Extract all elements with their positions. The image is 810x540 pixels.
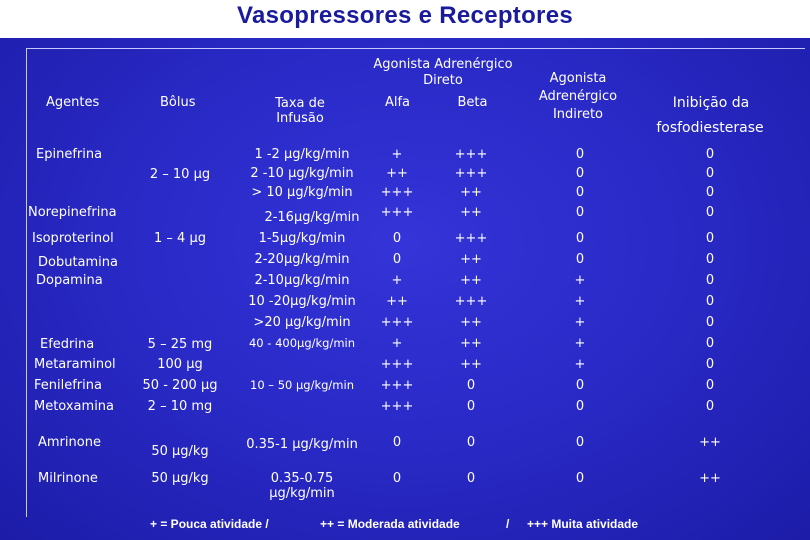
indireto-value: 0 [575,252,585,267]
header-direto-line2: Direto [423,73,463,88]
indireto-value: 0 [575,185,585,200]
indireto-value: + [574,294,586,309]
header-inibicao-line2: fosfodiesterase [656,120,764,136]
infusion-row-10: 40 - 400µg/kg/min [248,336,356,350]
inibicao-value: 0 [705,336,715,351]
alfa-value: + [391,336,403,351]
header-taxa-line1: Taxa de [275,96,325,111]
alfa-value: ++ [386,166,408,181]
bolus-isoproterinol: 1 – 4 µg [154,231,206,246]
agent-amrinone: Amrinone [38,435,101,450]
header-inibicao-line1: Inibição da [672,95,750,111]
header-indireto-line2: Adrenérgico [538,89,618,104]
indireto-value: 0 [575,471,585,486]
bolus-efedrina: 5 – 25 mg [147,337,213,352]
inibicao-value: 0 [705,378,715,393]
header-bolus: Bôlus [160,95,196,110]
bolus-metoxamina: 2 – 10 mg [147,399,213,414]
bolus-milrinone: 50 µg/kg [151,471,209,486]
agent-dobutamina: Dobutamina [38,255,118,270]
page-title: Vasopressores e Receptores [237,2,573,29]
alfa-value: 0 [392,435,402,450]
alfa-value: + [391,273,403,288]
agent-metoxamina: Metoxamina [34,399,115,414]
bolus-metaraminol: 100 µg [157,357,203,372]
indireto-value: 0 [575,166,585,181]
agent-milrinone: Milrinone [38,471,98,486]
alfa-value: +++ [380,378,414,393]
header-direto-line1: Agonista Adrenérgico [373,57,513,72]
legend-moderada: ++ = Moderada atividade [320,517,460,531]
beta-value: ++ [460,336,482,351]
infusion-row-9: >20 µg/kg/min [253,315,351,330]
legend-muita: +++ Muita atividade [527,517,639,531]
alfa-value: +++ [380,185,414,200]
agent-metaraminol: Metaraminol [34,357,116,372]
header-alfa: Alfa [384,95,411,110]
agent-epinefrina: Epinefrina [36,147,103,162]
indireto-value: 0 [575,435,585,450]
alfa-value: 0 [392,231,402,246]
inibicao-value: 0 [705,357,715,372]
agent-efedrina: Efedrina [40,337,95,352]
inibicao-value: 0 [705,185,715,200]
beta-value: +++ [454,294,488,309]
beta-value: ++ [460,252,482,267]
legend-separator: / [506,517,510,531]
infusion-row-7: 2-10µg/kg/min [254,273,350,288]
inibicao-value: 0 [705,273,715,288]
agent-norepinefrina: Norepinefrina [28,205,117,220]
header-indireto-line1: Agonista [549,71,607,86]
alfa-value: +++ [380,315,414,330]
beta-value: ++ [460,315,482,330]
infusion-row-4: 2-16µg/kg/min [264,210,360,225]
inibicao-value: 0 [705,147,715,162]
beta-value: +++ [454,231,488,246]
indireto-value: 0 [575,147,585,162]
beta-value: 0 [466,471,476,486]
inibicao-value: 0 [705,166,715,181]
beta-value: 0 [466,399,476,414]
indireto-value: 0 [575,205,585,220]
header-taxa-line2: Infusão [276,111,324,126]
indireto-value: 0 [575,399,585,414]
header-agentes: Agentes [46,95,100,110]
bolus-amrinone: 50 µg/kg [151,444,209,459]
infusion-row-13-line1: 0.35-0.75 [270,471,334,486]
inibicao-value: 0 [705,315,715,330]
beta-value: +++ [454,147,488,162]
alfa-value: +++ [380,357,414,372]
infusion-row-11: 10 – 50 µg/kg/min [250,378,354,392]
infusion-row-8: 10 -20µg/kg/min [248,294,356,309]
indireto-value: + [574,336,586,351]
indireto-value: + [574,315,586,330]
beta-value: ++ [460,185,482,200]
infusion-row-6: 2-20µg/kg/min [254,252,350,267]
header-indireto-line3: Indireto [552,107,604,122]
header-beta: Beta [457,95,488,110]
beta-value: ++ [460,357,482,372]
bolus-epinefrina: 2 – 10 µg [149,167,211,182]
indireto-value: 0 [575,231,585,246]
inibicao-value: 0 [705,252,715,267]
beta-value: +++ [454,166,488,181]
beta-value: ++ [460,205,482,220]
agent-fenilefrina: Fenilefrina [34,378,102,393]
legend-pouca: + = Pouca atividade / [150,517,269,531]
infusion-row-5: 1-5µg/kg/min [258,231,346,246]
alfa-value: + [391,147,403,162]
indireto-value: + [574,273,586,288]
alfa-value: ++ [386,294,408,309]
inibicao-value: 0 [705,399,715,414]
beta-value: 0 [466,435,476,450]
infusion-row-12: 0.35-1 µg/kg/min [246,437,358,452]
inibicao-value: 0 [705,294,715,309]
alfa-value: +++ [380,399,414,414]
agent-dopamina: Dopamina [36,273,103,288]
agent-isoproterinol: Isoproterinol [32,231,114,246]
inibicao-value: 0 [705,231,715,246]
infusion-row-1: 1 -2 µg/kg/min [254,147,350,162]
infusion-row-3: > 10 µg/kg/min [251,185,353,200]
beta-value: 0 [466,378,476,393]
inibicao-value: ++ [699,435,721,450]
indireto-value: 0 [575,378,585,393]
alfa-value: +++ [380,205,414,220]
infusion-row-13-line2: µg/kg/min [269,486,335,501]
alfa-value: 0 [392,471,402,486]
inibicao-value: 0 [705,205,715,220]
indireto-value: + [574,357,586,372]
infusion-row-2: 2 -10 µg/kg/min [250,166,354,181]
beta-value: ++ [460,273,482,288]
inibicao-value: ++ [699,471,721,486]
bolus-fenilefrina: 50 - 200 µg [142,378,218,393]
alfa-value: 0 [392,252,402,267]
